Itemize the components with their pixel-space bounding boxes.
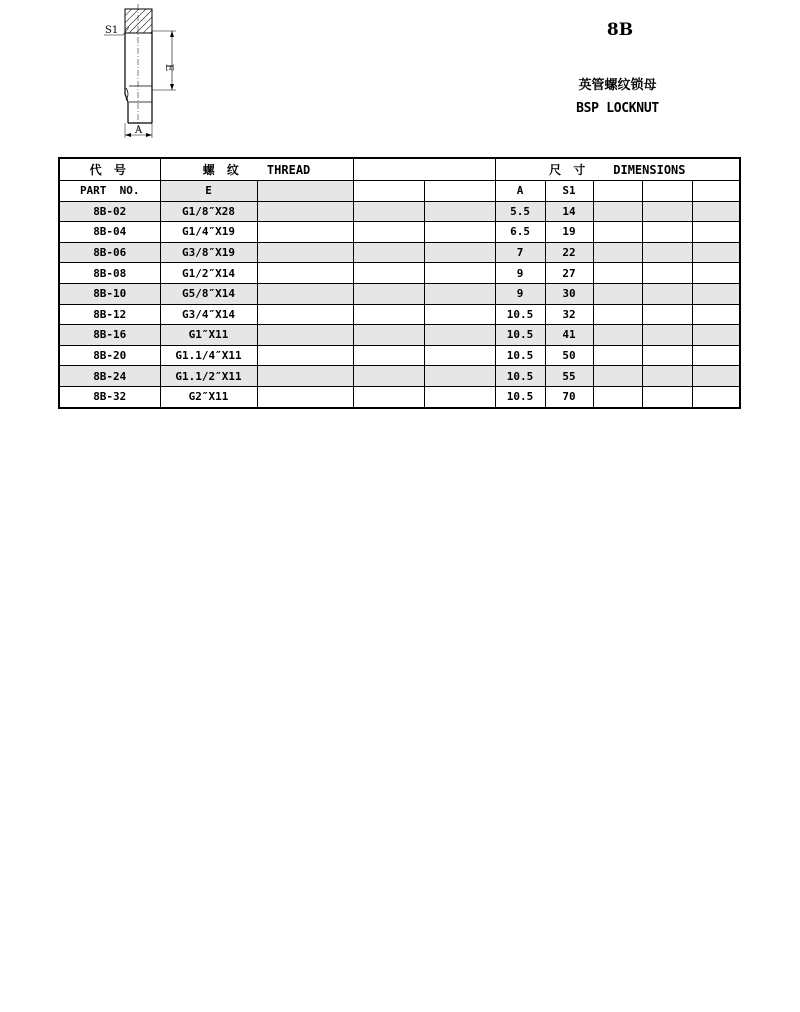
empty-cell — [593, 366, 642, 387]
empty-cell — [593, 222, 642, 243]
empty-cell — [353, 325, 424, 346]
empty-cell — [593, 263, 642, 284]
thread-cell: G1/8″X28 — [160, 201, 257, 222]
part-no-cell: 8B-10 — [59, 283, 160, 304]
dim-a-cell: 10.5 — [495, 304, 545, 325]
header-row-2 — [59, 181, 740, 202]
thread-cell: G1.1/2″X11 — [160, 366, 257, 387]
empty-cell — [353, 304, 424, 325]
empty-cell — [353, 201, 424, 222]
empty-cell — [353, 242, 424, 263]
part-no-cell: 8B-20 — [59, 345, 160, 366]
empty-cell — [593, 304, 642, 325]
empty-cell — [642, 242, 692, 263]
empty-cell — [257, 345, 353, 366]
empty-cell — [353, 263, 424, 284]
table-row — [59, 386, 740, 407]
empty-cell — [424, 345, 495, 366]
part-no-cell: 8B-16 — [59, 325, 160, 346]
empty-cell — [642, 201, 692, 222]
product-title-cn: 英管螺纹锁母 — [578, 78, 657, 93]
empty-cell — [353, 283, 424, 304]
dim-a-cell: 7 — [495, 242, 545, 263]
empty-cell — [257, 201, 353, 222]
table-row — [59, 222, 740, 243]
empty-cell — [642, 345, 692, 366]
dim-a-cell: 10.5 — [495, 325, 545, 346]
empty-cell — [692, 304, 740, 325]
part-no-cell: 8B-02 — [59, 201, 160, 222]
table-row — [59, 283, 740, 304]
empty-cell — [257, 366, 353, 387]
header-row-1 — [59, 158, 740, 181]
body-outline — [125, 33, 128, 123]
thread-header: 螺 纹 THREAD — [160, 158, 353, 181]
empty-cell — [642, 304, 692, 325]
empty-cell — [692, 366, 740, 387]
empty-cell — [642, 325, 692, 346]
dim-s1-cell: 27 — [545, 263, 593, 284]
product-title-en: BSP LOCKNUT — [576, 101, 659, 116]
part-header-en: PART NO. — [59, 181, 160, 202]
empty-cell — [692, 263, 740, 284]
dim-s1-cell: 50 — [545, 345, 593, 366]
empty-cell — [642, 386, 692, 407]
empty-cell — [424, 283, 495, 304]
a-label: A — [135, 125, 143, 136]
empty-cell — [692, 325, 740, 346]
dim-s1-cell: 19 — [545, 222, 593, 243]
empty-cell — [692, 201, 740, 222]
dim-a-cell: 10.5 — [495, 386, 545, 407]
empty-cell — [424, 263, 495, 284]
empty-cell — [424, 325, 495, 346]
empty-cell — [424, 242, 495, 263]
product-code: 8B — [606, 20, 634, 40]
dim-a-cell: 9 — [495, 283, 545, 304]
empty-cell — [257, 325, 353, 346]
empty-header — [353, 158, 495, 181]
thread-cell: G2″X11 — [160, 386, 257, 407]
table-row — [59, 263, 740, 284]
locknut-drawing — [96, 2, 186, 142]
table-row — [59, 304, 740, 325]
part-no-cell: 8B-08 — [59, 263, 160, 284]
empty-cell — [692, 242, 740, 263]
dim-s1-cell: 55 — [545, 366, 593, 387]
part-no-cell: 8B-12 — [59, 304, 160, 325]
table-row — [59, 242, 740, 263]
thread-cell: G1/4″X19 — [160, 222, 257, 243]
dim-a-cell: 10.5 — [495, 366, 545, 387]
empty-cell — [424, 222, 495, 243]
empty-cell — [642, 263, 692, 284]
empty-cell — [593, 345, 642, 366]
empty-cell — [353, 366, 424, 387]
dim-a-cell: 9 — [495, 263, 545, 284]
dim-a-header: A — [495, 181, 545, 202]
empty-cell — [593, 201, 642, 222]
empty-cell — [692, 345, 740, 366]
empty-cell — [424, 201, 495, 222]
empty-cell — [257, 242, 353, 263]
empty-cell — [593, 325, 642, 346]
empty-cell — [257, 283, 353, 304]
empty-cell — [257, 386, 353, 407]
dim-a-cell: 10.5 — [495, 345, 545, 366]
part-header-cn: 代 号 — [59, 158, 160, 181]
empty-cell — [593, 242, 642, 263]
dim-a-cell: 5.5 — [495, 201, 545, 222]
thread-cell: G3/4″X14 — [160, 304, 257, 325]
empty-cell — [593, 283, 642, 304]
thread-cell: G5/8″X14 — [160, 283, 257, 304]
table-row — [59, 325, 740, 346]
table-row — [59, 345, 740, 366]
dim-a-cell: 6.5 — [495, 222, 545, 243]
table-row — [59, 366, 740, 387]
empty-cell — [257, 304, 353, 325]
empty-cell — [642, 283, 692, 304]
s1-label: S1 — [105, 25, 119, 36]
thread-cell: G1″X11 — [160, 325, 257, 346]
empty-cell — [642, 366, 692, 387]
thread-e-header: E — [160, 181, 257, 202]
empty-cell — [692, 222, 740, 243]
empty-cell — [424, 366, 495, 387]
thread-cell: G1/2″X14 — [160, 263, 257, 284]
dimensions-header: 尺 寸 DIMENSIONS — [495, 158, 740, 181]
table-row — [59, 201, 740, 222]
dim-s1-cell: 70 — [545, 386, 593, 407]
empty-cell — [593, 386, 642, 407]
empty-cell — [353, 345, 424, 366]
empty-cell — [257, 263, 353, 284]
empty-cell — [424, 386, 495, 407]
dimensions-table — [58, 157, 741, 409]
part-no-cell: 8B-06 — [59, 242, 160, 263]
thread-cell: G3/8″X19 — [160, 242, 257, 263]
empty-cell — [257, 222, 353, 243]
empty-cell — [353, 386, 424, 407]
empty-cell — [692, 283, 740, 304]
empty-cell — [424, 304, 495, 325]
dim-s1-cell: 30 — [545, 283, 593, 304]
dim-s1-cell: 41 — [545, 325, 593, 346]
e-label: E — [163, 64, 174, 72]
dim-s1-cell: 14 — [545, 201, 593, 222]
thread-cell: G1.1/4″X11 — [160, 345, 257, 366]
dim-s1-cell: 32 — [545, 304, 593, 325]
part-no-cell: 8B-04 — [59, 222, 160, 243]
dim-s1-cell: 22 — [545, 242, 593, 263]
section-hatch — [125, 9, 152, 33]
empty-cell — [353, 222, 424, 243]
empty-cell — [692, 386, 740, 407]
empty-cell — [642, 222, 692, 243]
part-no-cell: 8B-24 — [59, 366, 160, 387]
part-no-cell: 8B-32 — [59, 386, 160, 407]
dim-s1-header: S1 — [545, 181, 593, 202]
